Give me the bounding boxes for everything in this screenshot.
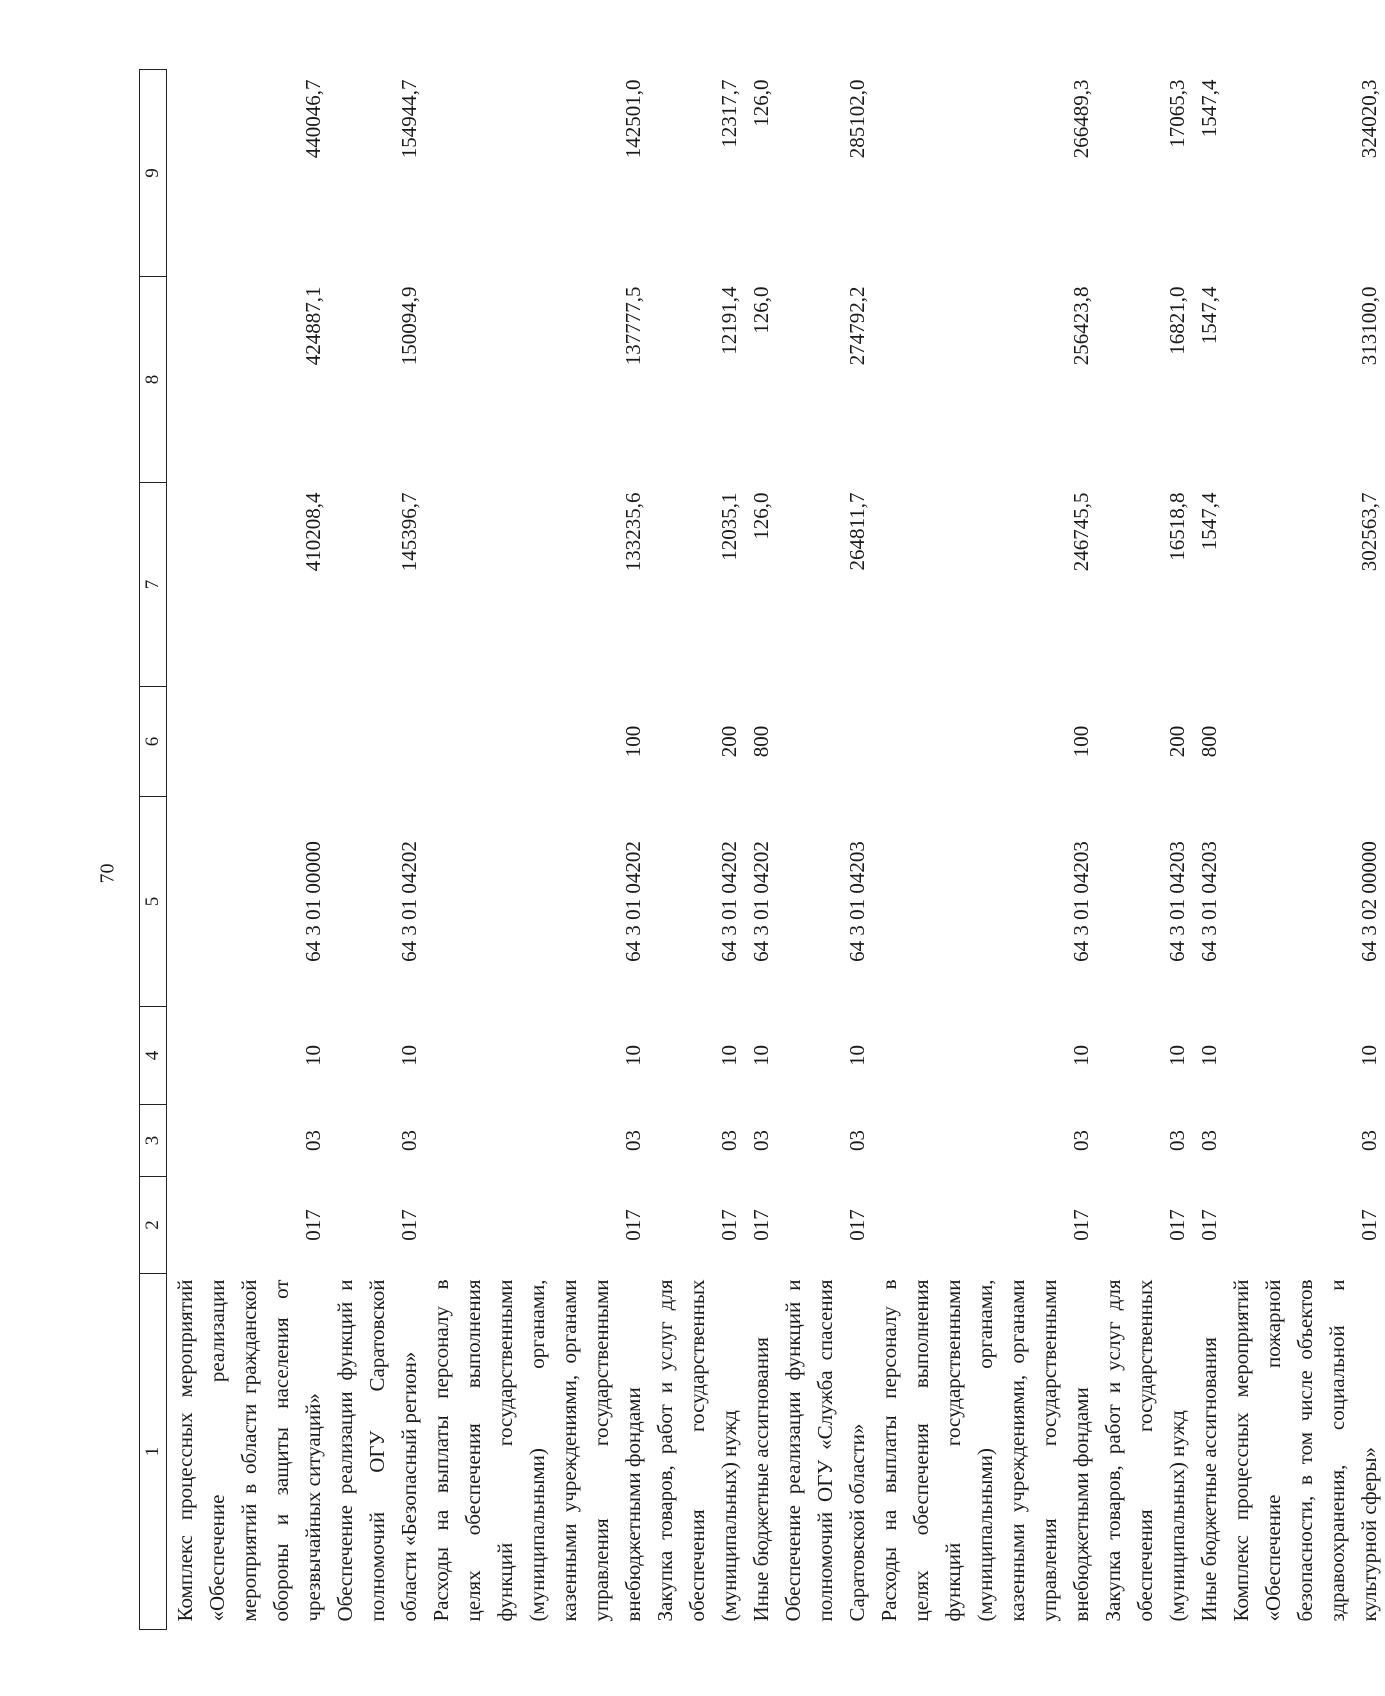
table-row <box>167 70 330 1630</box>
cell-amount-col8: 137777,5 <box>621 286 645 366</box>
row-description: Обеспечение реализации функций и полномочий ОГУ «Служба спасения Саратовской области» <box>781 1279 869 1622</box>
cell-amount-col9: 1547,4 <box>1197 79 1221 138</box>
row-description: Иные бюджетные ассигнования <box>1197 1337 1221 1622</box>
table-container <box>139 70 1381 1630</box>
header-cell: 4 <box>140 1007 167 1105</box>
header-cell: 2 <box>140 1177 167 1274</box>
cell-subsection: 10 <box>1165 1045 1189 1066</box>
cell-subsection: 10 <box>845 1045 869 1066</box>
header-cell: 7 <box>140 483 167 687</box>
cell-amount-col9: 17065,3 <box>1165 79 1189 148</box>
cell-subsection: 10 <box>1197 1045 1221 1066</box>
header-cell: 3 <box>140 1105 167 1177</box>
cell-target-article: 64 3 01 04203 <box>1197 841 1221 962</box>
header-cell: 1 <box>140 1274 167 1630</box>
budget-table <box>139 69 1385 1630</box>
header-cell: 8 <box>140 277 167 483</box>
cell-section: 03 <box>301 1130 325 1151</box>
cell-expense-type: 200 <box>717 725 741 758</box>
cell-amount-col7: 16518,8 <box>1165 492 1189 561</box>
cell-target-article: 64 3 01 04202 <box>397 841 421 962</box>
cell-subsection: 10 <box>717 1045 741 1066</box>
cell-amount-col7: 264811,7 <box>845 492 869 571</box>
cell-target-article: 64 3 01 00000 <box>301 841 325 962</box>
cell-amount-col9: 126,0 <box>749 79 773 127</box>
cell-target-article: 64 3 01 04203 <box>1069 841 1093 962</box>
cell-amount-col8: 1547,4 <box>1197 286 1221 345</box>
cell-expense-type <box>329 687 425 797</box>
cell-target-article: 64 3 01 04203 <box>1165 841 1189 962</box>
table-row <box>873 70 1097 1630</box>
cell-section: 03 <box>1165 1130 1189 1151</box>
cell-expense-type: 200 <box>1165 725 1189 758</box>
cell-target-article: 64 3 01 04202 <box>717 841 741 962</box>
cell-section: 03 <box>845 1130 869 1151</box>
cell-amount-col7: 126,0 <box>749 492 773 540</box>
table-row <box>1193 70 1225 1630</box>
cell-amount-col7: 145396,7 <box>397 492 421 572</box>
header-cell: 5 <box>140 797 167 1007</box>
cell-amount-col8: 150094,9 <box>397 286 421 366</box>
cell-section: 03 <box>749 1130 773 1151</box>
row-description: Закупка товаров, работ и услуг для обеспечения государственных (муниципальных) нужд <box>1101 1279 1189 1622</box>
cell-amount-col9: 285102,0 <box>845 79 869 159</box>
cell-section: 03 <box>717 1130 741 1151</box>
page-number: 70 <box>96 863 119 884</box>
cell-target-article: 64 3 01 04202 <box>749 841 773 962</box>
header-row <box>140 70 167 1630</box>
cell-section: 03 <box>1197 1130 1221 1151</box>
cell-admin-code: 017 <box>749 1209 773 1241</box>
cell-amount-col8: 256423,8 <box>1069 286 1093 366</box>
cell-section: 03 <box>1069 1130 1093 1151</box>
header-cell: 9 <box>140 70 167 277</box>
row-description: Расходы на выплаты персоналу в целях обеспечения выполнения функций государственными (муниципальными) органами, казенными учреждениями, органами управления государственными внебюджетными фондами <box>877 1279 1093 1622</box>
cell-amount-col7: 246745,5 <box>1069 492 1093 572</box>
cell-amount-col9: 324020,3 <box>1357 79 1381 159</box>
cell-amount-col9: 266489,3 <box>1069 79 1093 159</box>
table-row <box>1097 70 1193 1630</box>
row-description: Иные бюджетные ассигнования <box>749 1337 773 1622</box>
cell-subsection: 10 <box>621 1045 645 1066</box>
table-row <box>777 70 873 1630</box>
cell-amount-col7: 12035,1 <box>717 492 741 561</box>
row-description: Закупка товаров, работ и услуг для обеспечения государственных (муниципальных) нужд <box>653 1279 741 1622</box>
cell-admin-code: 017 <box>1069 1209 1093 1241</box>
cell-amount-col8: 424887,1 <box>301 286 325 366</box>
cell-amount-col8: 16821,0 <box>1165 286 1189 355</box>
cell-section: 03 <box>397 1130 421 1151</box>
cell-target-article: 64 3 01 04202 <box>621 841 645 962</box>
cell-amount-col9: 154944,7 <box>397 79 421 159</box>
cell-amount-col9: 440046,7 <box>301 79 325 159</box>
cell-amount-col9: 12317,7 <box>717 79 741 148</box>
table-row <box>745 70 777 1630</box>
cell-amount-col7: 302563,7 <box>1357 492 1381 572</box>
cell-subsection: 10 <box>1069 1045 1093 1066</box>
cell-admin-code: 017 <box>717 1209 741 1241</box>
header-cell: 6 <box>140 687 167 797</box>
cell-target-article: 64 3 02 00000 <box>1357 841 1381 962</box>
cell-amount-col7: 133235,6 <box>621 492 645 572</box>
cell-amount-col8: 274792,2 <box>845 286 869 366</box>
cell-expense-type <box>167 687 330 797</box>
cell-expense-type <box>1225 687 1385 797</box>
cell-section: 03 <box>621 1130 645 1151</box>
cell-subsection: 10 <box>397 1045 421 1066</box>
table-row <box>425 70 649 1630</box>
cell-amount-col8: 126,0 <box>749 286 773 334</box>
cell-expense-type: 800 <box>749 725 773 758</box>
table-row <box>329 70 425 1630</box>
row-description: Расходы на выплаты персоналу в целях обеспечения выполнения функций государственными (муниципальными) органами, казенными учреждениями, органами управления государственными внебюджетными фондами <box>429 1279 645 1622</box>
cell-admin-code: 017 <box>845 1209 869 1241</box>
cell-admin-code: 017 <box>1197 1209 1221 1241</box>
cell-subsection: 10 <box>1357 1045 1381 1066</box>
cell-amount-col7: 1547,4 <box>1197 492 1221 551</box>
cell-admin-code: 017 <box>621 1209 645 1241</box>
cell-expense-type: 800 <box>1197 725 1221 758</box>
cell-expense-type: 100 <box>1069 725 1093 758</box>
cell-amount-col9: 142501,0 <box>621 79 645 159</box>
cell-admin-code: 017 <box>1165 1209 1189 1241</box>
cell-target-article: 64 3 01 04203 <box>845 841 869 962</box>
row-description: Комплекс процессных мероприятий «Обеспечение пожарной безопасности, в том числе объектов здравоохранения, социальной и культурной сферы» <box>1229 1279 1381 1622</box>
cell-admin-code: 017 <box>397 1209 421 1241</box>
cell-subsection: 10 <box>301 1045 325 1066</box>
cell-expense-type <box>777 687 873 797</box>
cell-admin-code: 017 <box>301 1209 325 1241</box>
cell-amount-col8: 313100,0 <box>1357 286 1381 366</box>
table-row <box>649 70 745 1630</box>
row-description: Комплекс процессных мероприятий «Обеспечение реализации мероприятий в области гражданской обороны и защиты населения от чрезвычайных ситуаций» <box>173 1279 325 1622</box>
row-description: Обеспечение реализации функций и полномочий ОГУ Саратовской области «Безопасный регион» <box>333 1279 421 1622</box>
cell-section: 03 <box>1357 1130 1381 1151</box>
cell-admin-code: 017 <box>1357 1209 1381 1241</box>
cell-amount-col7: 410208,4 <box>301 492 325 572</box>
cell-amount-col8: 12191,4 <box>717 286 741 355</box>
table-row <box>1225 70 1385 1630</box>
cell-expense-type: 100 <box>621 725 645 758</box>
cell-subsection: 10 <box>749 1045 773 1066</box>
